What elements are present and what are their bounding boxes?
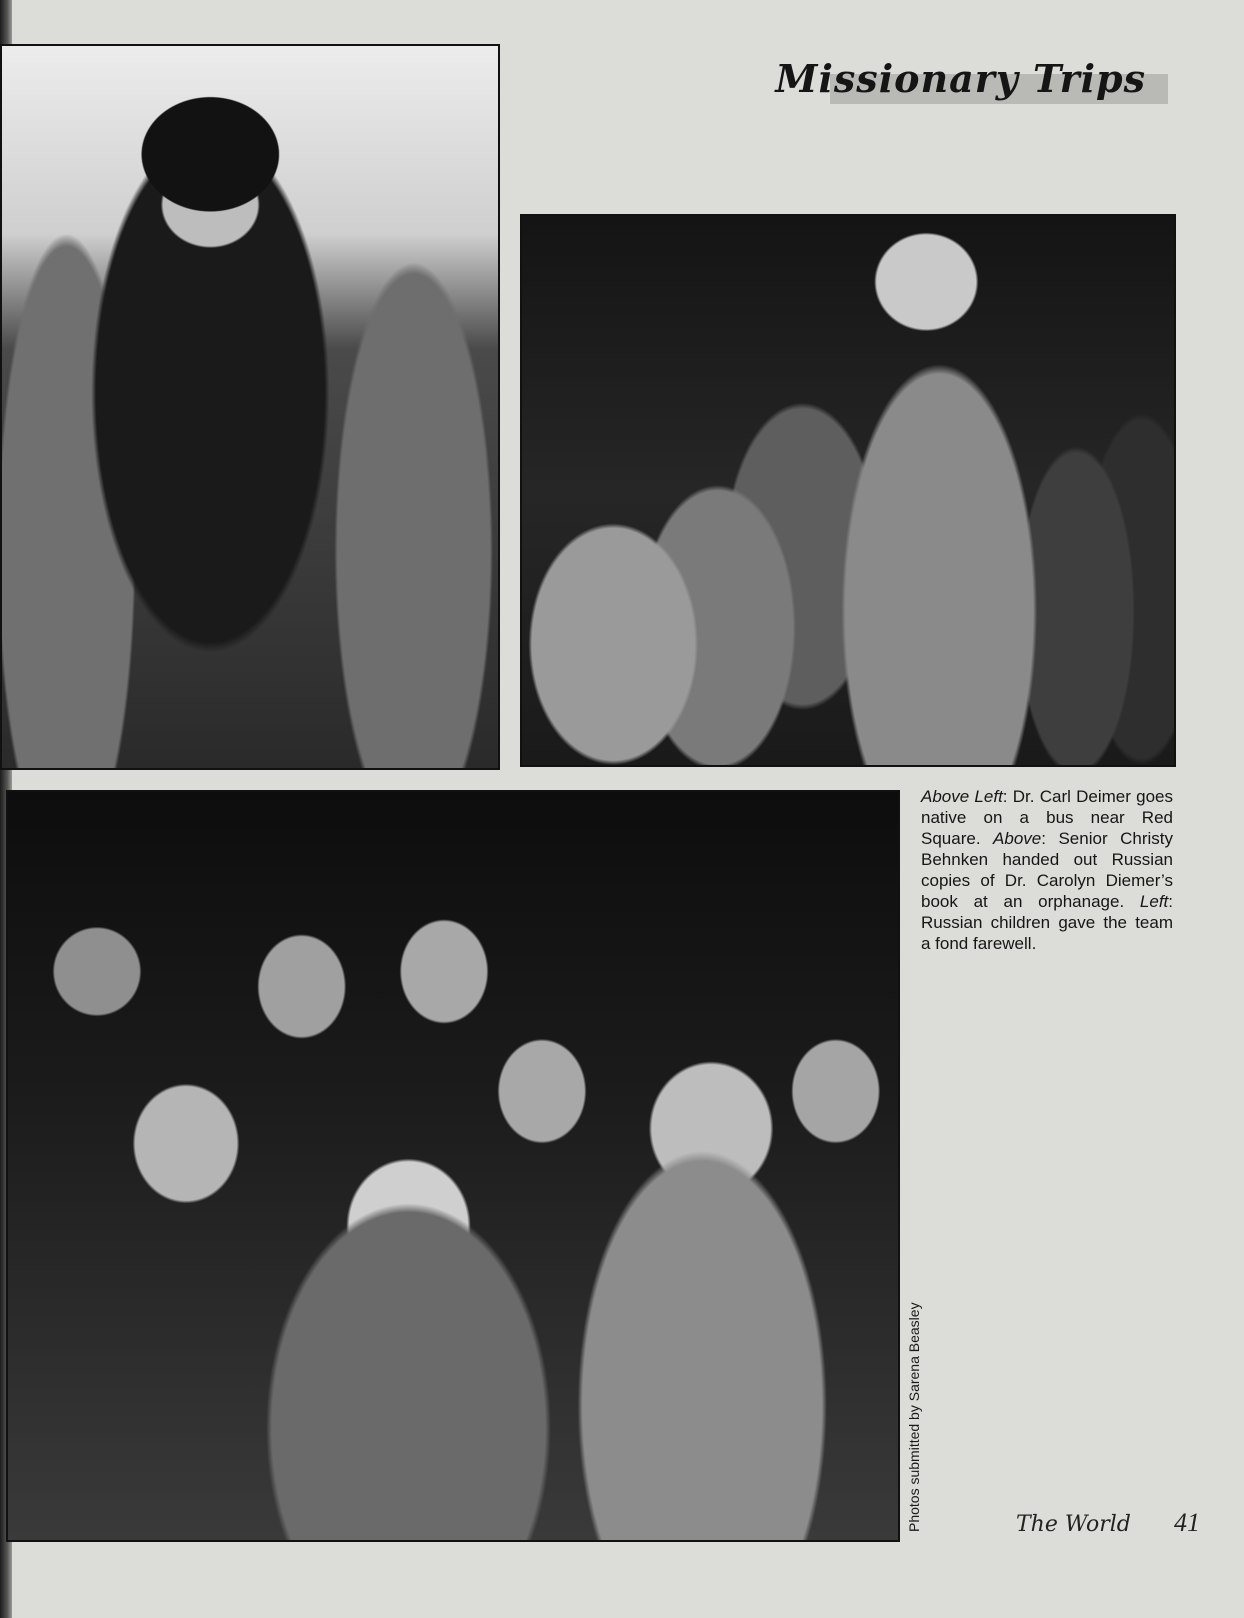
photo-russian-children-farewell (6, 790, 900, 1542)
caption-label-left: Left (1139, 892, 1169, 911)
photo-caption (921, 786, 1173, 954)
page-title: Missionary Trips (775, 56, 1146, 101)
page-number: 41 (1174, 1508, 1200, 1537)
publication-name: The World (1016, 1512, 1131, 1537)
caption-label-above: Above (993, 829, 1042, 848)
caption-text-2: : Senior Christy Behnken handed out Russian copies of Dr. Carolyn Diemer’s book at an orphanage. (921, 829, 1174, 911)
photo-credit: Photos submitted by Sarena Beasley (906, 1302, 922, 1532)
caption-text-3: : Russian children gave the team a fond farewell. (921, 892, 1173, 953)
photo-man-on-bus (0, 44, 500, 770)
caption-text-1: : Dr. Carl Deimer goes native on a bus near Red Square. (921, 787, 1173, 848)
caption-label-above-left: Above Left (921, 787, 1003, 806)
photo-orphanage-book-handout (520, 214, 1176, 767)
